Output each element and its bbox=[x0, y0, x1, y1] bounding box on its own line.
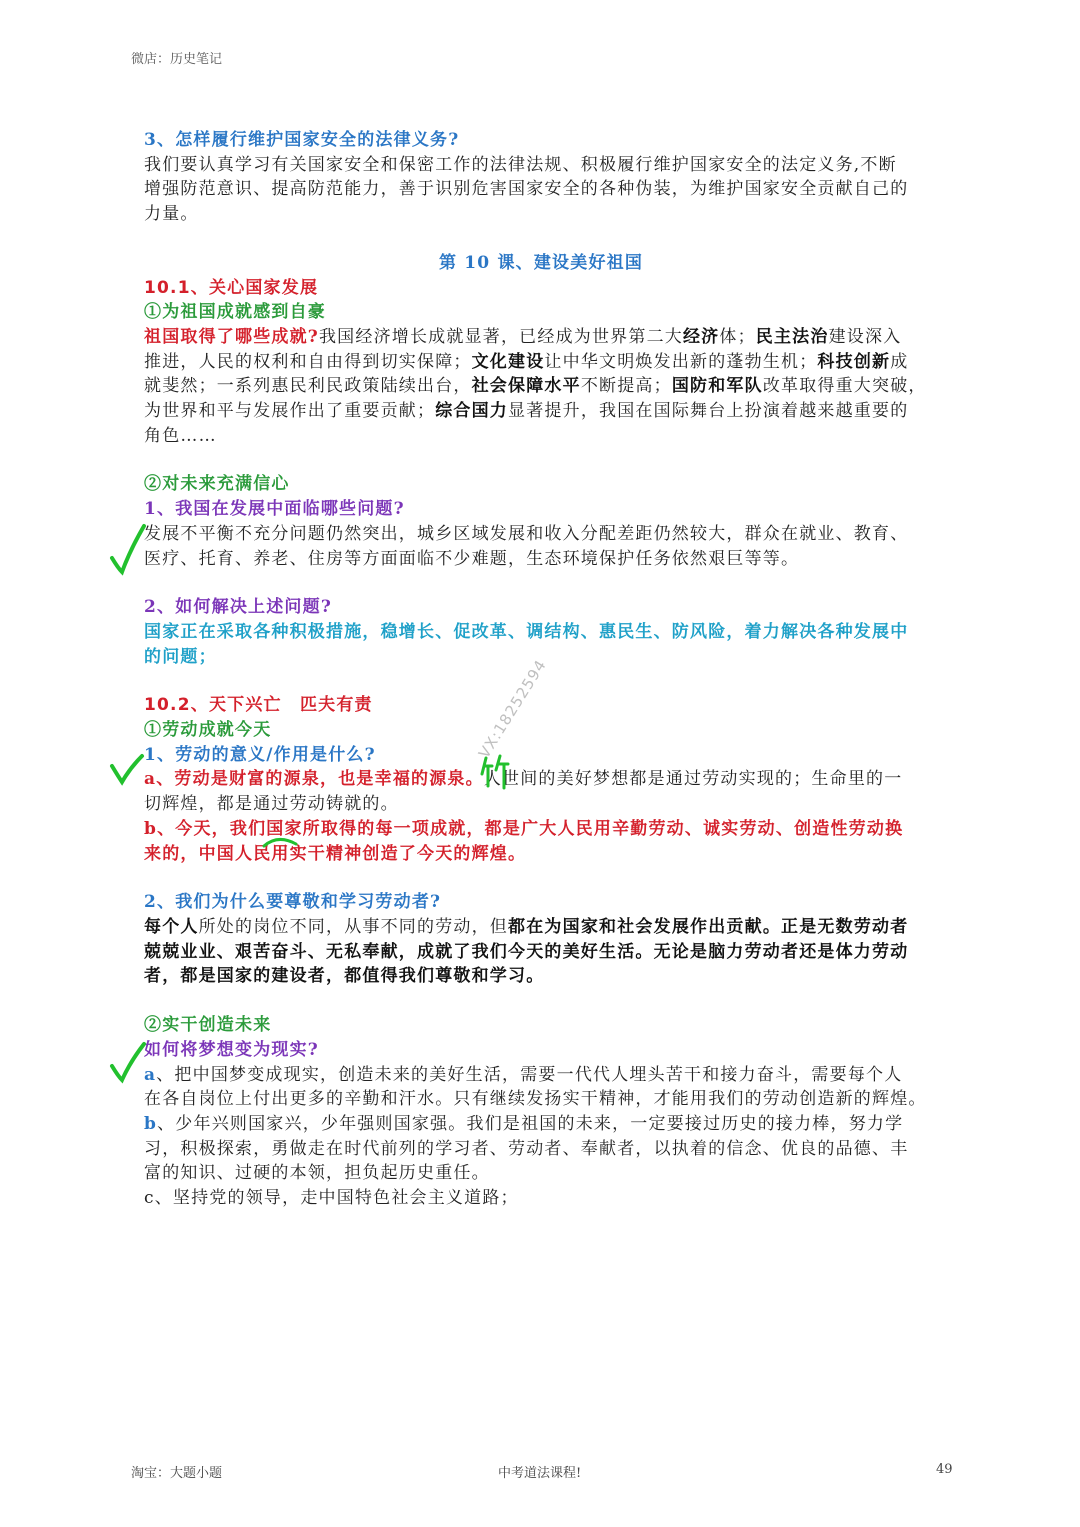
highlight-span: a、劳动是财富的源泉，也是幸福的源泉。 bbox=[144, 769, 484, 790]
bold-span: 社会保障水平 bbox=[471, 376, 581, 397]
text-span: 就斐然；一系列惠民利民政策陆续出台， bbox=[144, 376, 472, 397]
text-span: 为世界和平与发展作出了重要贡献； bbox=[144, 401, 436, 422]
answer-line: 在各自岗位上付出更多的辛勤和汗水。只有继续发扬实干精神，才能用我们的劳动创造新的辉煌。 bbox=[144, 1089, 927, 1110]
paragraph-line: 角色…… bbox=[144, 425, 217, 446]
bold-span: 经济 bbox=[682, 326, 720, 347]
question-heading: 3、怎样履行维护国家安全的法律义务? bbox=[144, 130, 460, 150]
answer-line: 者，都是国家的建设者，都值得我们尊敬和学习。 bbox=[144, 966, 545, 987]
question-heading: 2、我们为什么要尊敬和学习劳动者? bbox=[144, 892, 442, 913]
watermark: VX:18252594 bbox=[475, 656, 551, 762]
subsection-title: ①为祖国成就感到自豪 bbox=[144, 302, 326, 323]
text-span: 、把中国梦变成现实，创造未来的美好生活，需要一代代人埋头苦干和接力奋斗，需要每个人 bbox=[156, 1064, 903, 1085]
answer-line: 兢兢业业、艰苦奋斗、无私奉献，成就了我们今天的美好生活。无论是脑力劳动者还是体力劳动 bbox=[144, 941, 909, 962]
section-title: 10.1、关心国家发展 bbox=[144, 277, 319, 298]
answer-line: 发展不平衡不充分问题仍然突出，城乡区域发展和收入分配差距仍然较大，群众在就业、教育、 bbox=[144, 523, 909, 544]
text-span: 我国经济增长成就显著，已经成为世界第二大 bbox=[318, 326, 683, 347]
bold-span: 每个人 bbox=[144, 916, 199, 937]
answer-line: 来的，中国人民用实干精神创造了今天的辉煌。 bbox=[144, 843, 527, 864]
answer-line bbox=[144, 1063, 938, 1088]
text-span: 不断提高； bbox=[580, 376, 672, 397]
bold-span: 都在为国家和社会发展作出贡献。正是无数劳动者 bbox=[508, 916, 909, 937]
answer-line: 国家正在采取各种积极措施，稳增长、促改革、调结构、惠民生、防风险，着力解决各种发展中 bbox=[144, 621, 909, 642]
paragraph-line bbox=[144, 374, 938, 399]
answer-line: 的问题； bbox=[144, 646, 217, 667]
answer-line: 切辉煌，都是通过劳动铸就的。 bbox=[144, 794, 399, 815]
paragraph-line bbox=[144, 350, 938, 375]
answer-line bbox=[144, 915, 938, 940]
page-number: 49 bbox=[936, 1462, 953, 1477]
footer-left: 淘宝：大题小题 bbox=[131, 1466, 223, 1481]
bold-span: 综合国力 bbox=[435, 401, 509, 422]
answer-line: 力量。 bbox=[144, 204, 199, 225]
answer-line: 我们要认真学习有关国家安全和保密工作的法律法规、积极履行维护国家安全的法定义务,不断 bbox=[144, 154, 897, 175]
answer-line: b、今天，我们国家所取得的每一项成就，都是广大人民用辛勤劳动、诚实劳动、创造性劳动换 bbox=[144, 818, 904, 839]
underline-scribble-icon bbox=[262, 836, 298, 850]
bold-span: 国防和军队 bbox=[671, 376, 763, 397]
bold-span: 科技创新 bbox=[817, 351, 891, 372]
question-heading: 如何将梦想变为现实? bbox=[144, 1039, 319, 1060]
text-span: 人世间的美好梦想都是通过劳动实现的；生命里的一 bbox=[483, 769, 903, 790]
answer-line: 医疗、托育、养老、住房等方面面临不少难题，生态环境保护任务依然艰巨等等。 bbox=[144, 548, 800, 569]
question-heading: 1、劳动的意义/作用是什么? bbox=[144, 744, 376, 765]
section-title: 10.2、天下兴亡 匹夫有责 bbox=[144, 695, 373, 716]
checkmark-icon bbox=[108, 1040, 148, 1086]
question-heading: 1、我国在发展中面临哪些问题? bbox=[144, 499, 405, 520]
page-header: 微店：历史笔记 bbox=[131, 52, 223, 67]
subsection-title: ①劳动成就今天 bbox=[144, 720, 272, 741]
lesson-title: 第 10 课、建设美好祖国 bbox=[438, 252, 644, 273]
question-heading: 2、如何解决上述问题? bbox=[144, 597, 332, 618]
bold-span: 文化建设 bbox=[471, 351, 545, 372]
text-span: 显著提升，我国在国际舞台上扮演着越来越重要的 bbox=[508, 401, 909, 422]
answer-line: 增强防范意识、提高防范能力，善于识别危害国家安全的各种伪装，为维护国家安全贡献自己的 bbox=[144, 179, 909, 200]
answer-line bbox=[144, 767, 938, 792]
checkmark-icon bbox=[108, 520, 148, 580]
subsection-title: ②实干创造未来 bbox=[144, 1015, 272, 1036]
checkmark-icon bbox=[108, 752, 148, 792]
text-span: 成 bbox=[890, 351, 909, 372]
text-span: 、少年兴则国家兴，少年强则国家强。我们是祖国的未来，一定要接过历史的接力棒，努力学 bbox=[157, 1113, 904, 1134]
footer-center: 中考道法课程! bbox=[498, 1466, 582, 1481]
text-span: 建设深入 bbox=[828, 326, 902, 347]
answer-line bbox=[144, 1112, 938, 1137]
text-span: 改革取得重大突破， bbox=[762, 376, 927, 397]
answer-line: 习，积极探索，勇做走在时代前列的学习者、劳动者、奉献者，以执着的信念、优良的品德、丰 bbox=[144, 1138, 909, 1159]
subsection-title: ②对未来充满信心 bbox=[144, 474, 290, 495]
answer-line: 富的知识、过硬的本领，担负起历史重任。 bbox=[144, 1163, 490, 1184]
item-label: a bbox=[144, 1064, 157, 1085]
item-label: b bbox=[144, 1113, 158, 1134]
paragraph-line bbox=[144, 399, 938, 424]
paragraph-line bbox=[144, 325, 938, 350]
inline-question: 祖国取得了哪些成就? bbox=[144, 326, 319, 347]
bold-span: 民主法治 bbox=[755, 326, 829, 347]
text-span: 体； bbox=[719, 326, 756, 347]
text-span: 所处的岗位不同，从事不同的劳动，但 bbox=[198, 916, 509, 937]
text-span: 推进，人民的权利和自由得到切实保障； bbox=[144, 351, 472, 372]
text-span: 让中华文明焕发出新的蓬勃生机； bbox=[544, 351, 818, 372]
answer-line: c、坚持党的领导，走中国特色社会主义道路； bbox=[144, 1188, 519, 1209]
